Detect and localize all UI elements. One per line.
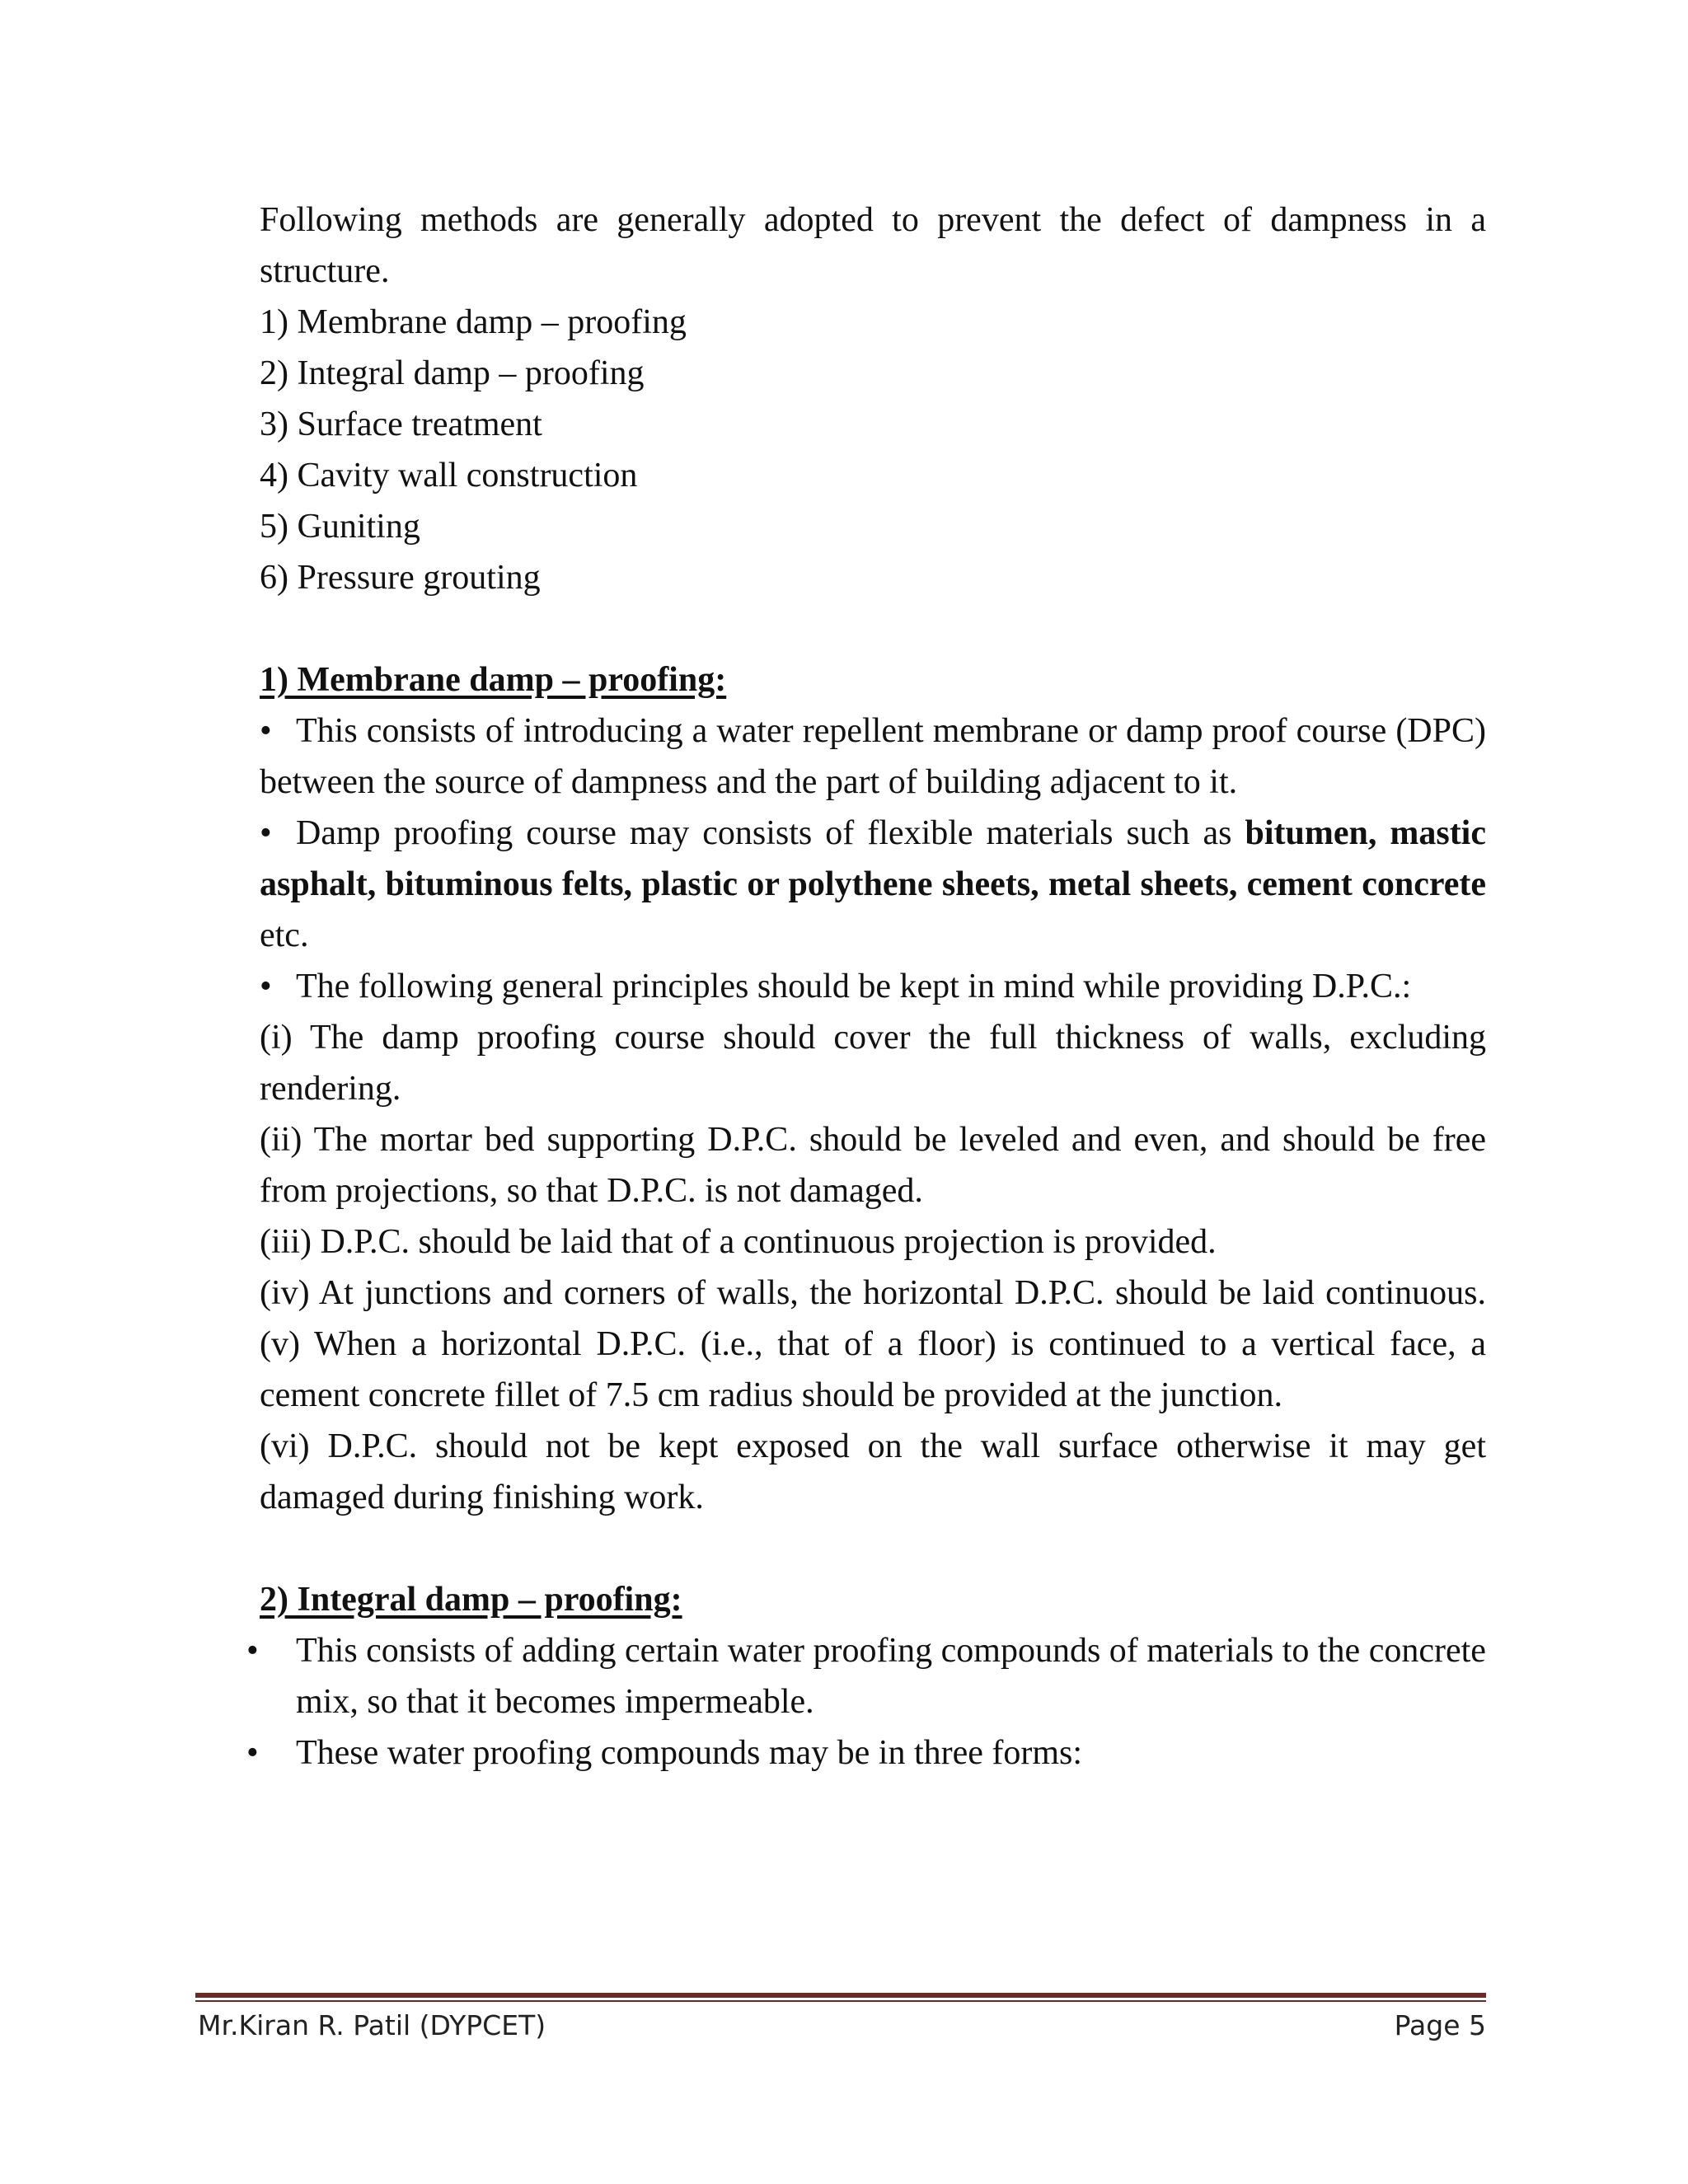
intro-paragraph: Following methods are generally adopted to prevent the defect of dampness in a structure. [260, 201, 1486, 290]
page-content [246, 194, 1486, 1779]
principle-iii: (iii) D.P.C. should be laid that of a continuous projection is provided. [260, 1223, 1217, 1261]
section1-bullet-2 [260, 808, 1486, 961]
section2-bullet-1 [246, 1625, 1486, 1727]
footer-divider-thin [195, 2000, 1486, 2002]
section1-bullet-2-text: Damp proofing course may consists of flexible materials such as [296, 814, 1245, 852]
principle-iv-v: (iv) At junctions and corners of walls, the horizontal D.P.C. should be laid continuous. (v) When a horizontal D.P.C. (i.e., that of a floor) is continued to a vertical face, a cement concrete fillet of 7.5 cm radius should be provided at the junction. [260, 1274, 1486, 1414]
page-number: Page 5 [1394, 2009, 1486, 2041]
method-item: 3) Surface treatment [260, 405, 542, 443]
method-item: 6) Pressure grouting [260, 559, 541, 597]
section2-bullet-2 [246, 1727, 1486, 1779]
method-item: 1) Membrane damp – proofing [260, 303, 687, 341]
section1-bullet-1-text: This consists of introducing a water repellent membrane or damp proof course (DPC) between the source of dampness and the part of building adjacent to it. [260, 712, 1486, 801]
principle-ii: (ii) The mortar bed supporting D.P.C. should be leveled and even, and should be free from projections, so that D.P.C. is not damaged. [260, 1121, 1486, 1210]
section1-bullet-2-end: etc. [260, 916, 309, 954]
method-item: 4) Cavity wall construction [260, 457, 638, 494]
bullet-icon: • [246, 1632, 259, 1670]
footer-divider [195, 1993, 1486, 2003]
bullet-icon: • [246, 1734, 259, 1772]
spacer [260, 603, 1486, 654]
footer-author: Mr.Kiran R. Patil (DYPCET) [198, 2009, 546, 2041]
section1-bullet-3-text: The following general principles should be kept in mind while providing D.P.C.: [296, 968, 1412, 1005]
section2-heading: 2) Integral damp – proofing: [260, 1581, 682, 1619]
section2-bullet-1-text: This consists of adding certain water proofing compounds of materials to the concrete mix, so that it becomes impermeable. [296, 1632, 1486, 1721]
bullet-icon: • [260, 814, 272, 852]
spacer [260, 1523, 1486, 1574]
section1-bullet-1 [260, 705, 1486, 808]
bullet-icon: • [260, 712, 272, 750]
bullet-icon: • [260, 968, 272, 1005]
principle-vi: (vi) D.P.C. should not be kept exposed on the wall surface otherwise it may get damaged during finishing work. [260, 1427, 1486, 1516]
section1-bullet-3 [260, 961, 1486, 1012]
methods-list [260, 297, 1486, 603]
section1-heading: 1) Membrane damp – proofing: [260, 661, 727, 699]
section2-bullets [246, 1625, 1486, 1779]
method-item: 5) Guniting [260, 508, 420, 546]
principle-i: (i) The damp proofing course should cover the full thickness of walls, excluding rendering. [260, 1019, 1486, 1108]
footer-divider-thick [195, 1993, 1486, 1998]
section1-bullet-2-materials: bitumen, mastic asphalt, bituminous felts, plastic or polythene sheets, metal sheets, cement concrete [260, 814, 1486, 903]
method-item: 2) Integral damp – proofing [260, 354, 645, 392]
section2-bullet-2-text: These water proofing compounds may be in three forms: [296, 1734, 1083, 1772]
